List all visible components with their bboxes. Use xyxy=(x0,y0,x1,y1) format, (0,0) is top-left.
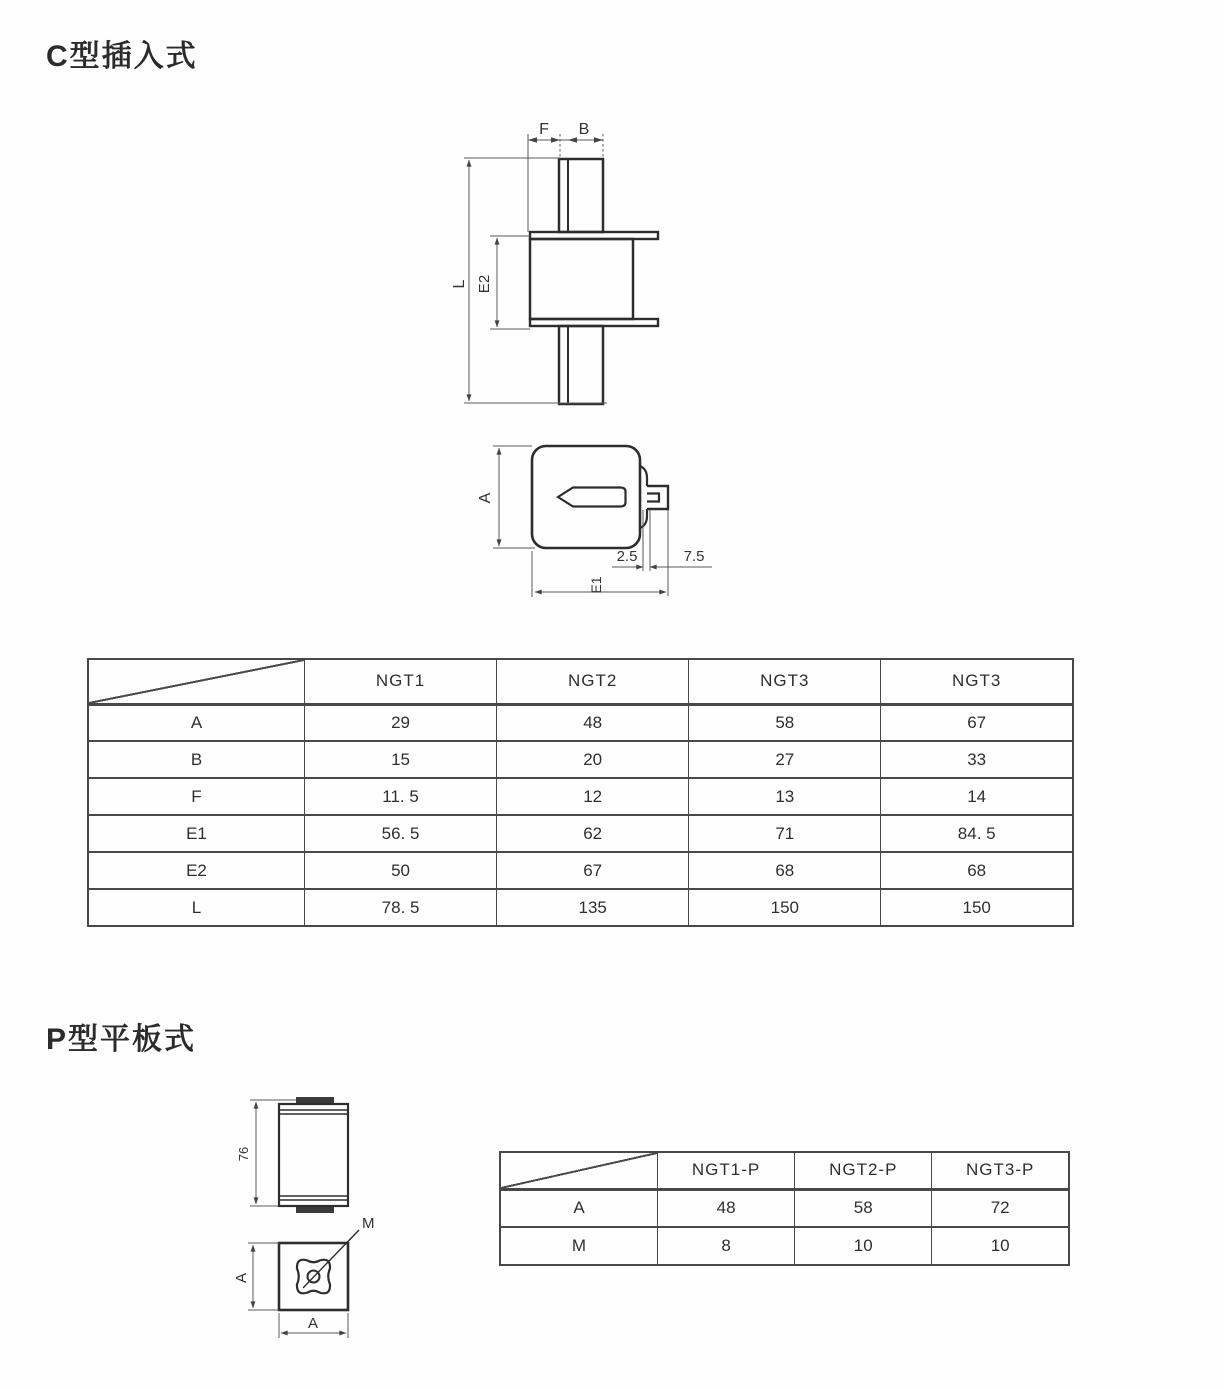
table-cell: 48 xyxy=(497,704,689,741)
table-cell: 84. 5 xyxy=(881,815,1073,852)
dim-label-a-bottom: A xyxy=(307,1315,319,1332)
table-cell: 10 xyxy=(932,1227,1069,1265)
row-header: L xyxy=(88,889,305,926)
table-cell: 68 xyxy=(689,852,881,889)
table-cell: 67 xyxy=(497,852,689,889)
table-cell: 15 xyxy=(305,741,497,778)
dim-label-b: B xyxy=(578,121,590,138)
c-type-side-dimensions xyxy=(464,134,607,403)
table-cell: 135 xyxy=(497,889,689,926)
table-cell: 50 xyxy=(305,852,497,889)
table-corner-cell xyxy=(88,659,305,704)
table-row xyxy=(88,852,1073,889)
dim-label-e2: E2 xyxy=(476,274,493,294)
dim-label-l: L xyxy=(451,279,468,289)
dim-label-a: A xyxy=(477,492,494,504)
column-header: NGT2 xyxy=(497,659,689,704)
c-type-top-dimensions xyxy=(493,446,712,597)
header-row xyxy=(88,659,1073,704)
row-header: A xyxy=(500,1189,658,1227)
table-cell: 48 xyxy=(658,1189,795,1227)
section-p-title: P型平板式 xyxy=(46,1023,197,1056)
table-cell: 58 xyxy=(795,1189,932,1227)
dim-label-2-5: 2.5 xyxy=(616,548,638,565)
table-corner-cell xyxy=(500,1152,658,1189)
table-cell: 14 xyxy=(881,778,1073,815)
row-header: F xyxy=(88,778,305,815)
table-row xyxy=(88,889,1073,926)
table-cell: 67 xyxy=(881,704,1073,741)
table-cell: 10 xyxy=(795,1227,932,1265)
table-row xyxy=(88,741,1073,778)
table-cell: 11. 5 xyxy=(305,778,497,815)
dim-label-76: 76 xyxy=(236,1146,251,1162)
dim-label-a-left: A xyxy=(233,1272,250,1284)
table-cell: 62 xyxy=(497,815,689,852)
table-cell: 150 xyxy=(881,889,1073,926)
table-cell: 8 xyxy=(658,1227,795,1265)
dim-label-m: M xyxy=(362,1215,375,1232)
row-header: M xyxy=(500,1227,658,1265)
table-row xyxy=(500,1189,1069,1227)
table-cell: 72 xyxy=(932,1189,1069,1227)
section-c-title: C型插入式 xyxy=(46,40,198,73)
p-type-drawing xyxy=(228,1085,428,1365)
p-type-side-view xyxy=(279,1097,348,1213)
column-header: NGT3 xyxy=(881,659,1073,704)
column-header: NGT1 xyxy=(305,659,497,704)
column-header: NGT3 xyxy=(689,659,881,704)
p-type-top-view xyxy=(279,1230,359,1310)
column-header: NGT1-P xyxy=(658,1152,795,1189)
row-header: B xyxy=(88,741,305,778)
table-cell: 150 xyxy=(689,889,881,926)
table-cell: 56. 5 xyxy=(305,815,497,852)
dim-label-7-5: 7.5 xyxy=(683,548,705,565)
table-cell: 68 xyxy=(881,852,1073,889)
p-type-dimension-table xyxy=(499,1151,1070,1266)
table-row xyxy=(88,778,1073,815)
table-cell: 33 xyxy=(881,741,1073,778)
table-cell: 58 xyxy=(689,704,881,741)
c-type-drawing xyxy=(440,95,740,615)
row-header: E2 xyxy=(88,852,305,889)
table-row xyxy=(88,815,1073,852)
table-cell: 78. 5 xyxy=(305,889,497,926)
table-row xyxy=(88,704,1073,741)
p-type-side-dimensions xyxy=(250,1100,296,1206)
row-header: A xyxy=(88,704,305,741)
table-cell: 13 xyxy=(689,778,881,815)
c-type-top-view xyxy=(532,446,668,548)
table-cell: 27 xyxy=(689,741,881,778)
row-header: E1 xyxy=(88,815,305,852)
header-row xyxy=(500,1152,1069,1189)
table-row xyxy=(500,1227,1069,1265)
table-cell: 71 xyxy=(689,815,881,852)
m-leader-line xyxy=(303,1230,359,1288)
dim-label-e1: E1 xyxy=(588,576,604,594)
table-cell: 12 xyxy=(497,778,689,815)
c-type-dimension-table xyxy=(87,658,1074,927)
table-cell: 20 xyxy=(497,741,689,778)
dim-label-f: F xyxy=(539,121,549,138)
table-cell: 29 xyxy=(305,704,497,741)
column-header: NGT3-P xyxy=(932,1152,1069,1189)
column-header: NGT2-P xyxy=(795,1152,932,1189)
c-type-side-view xyxy=(530,159,658,404)
